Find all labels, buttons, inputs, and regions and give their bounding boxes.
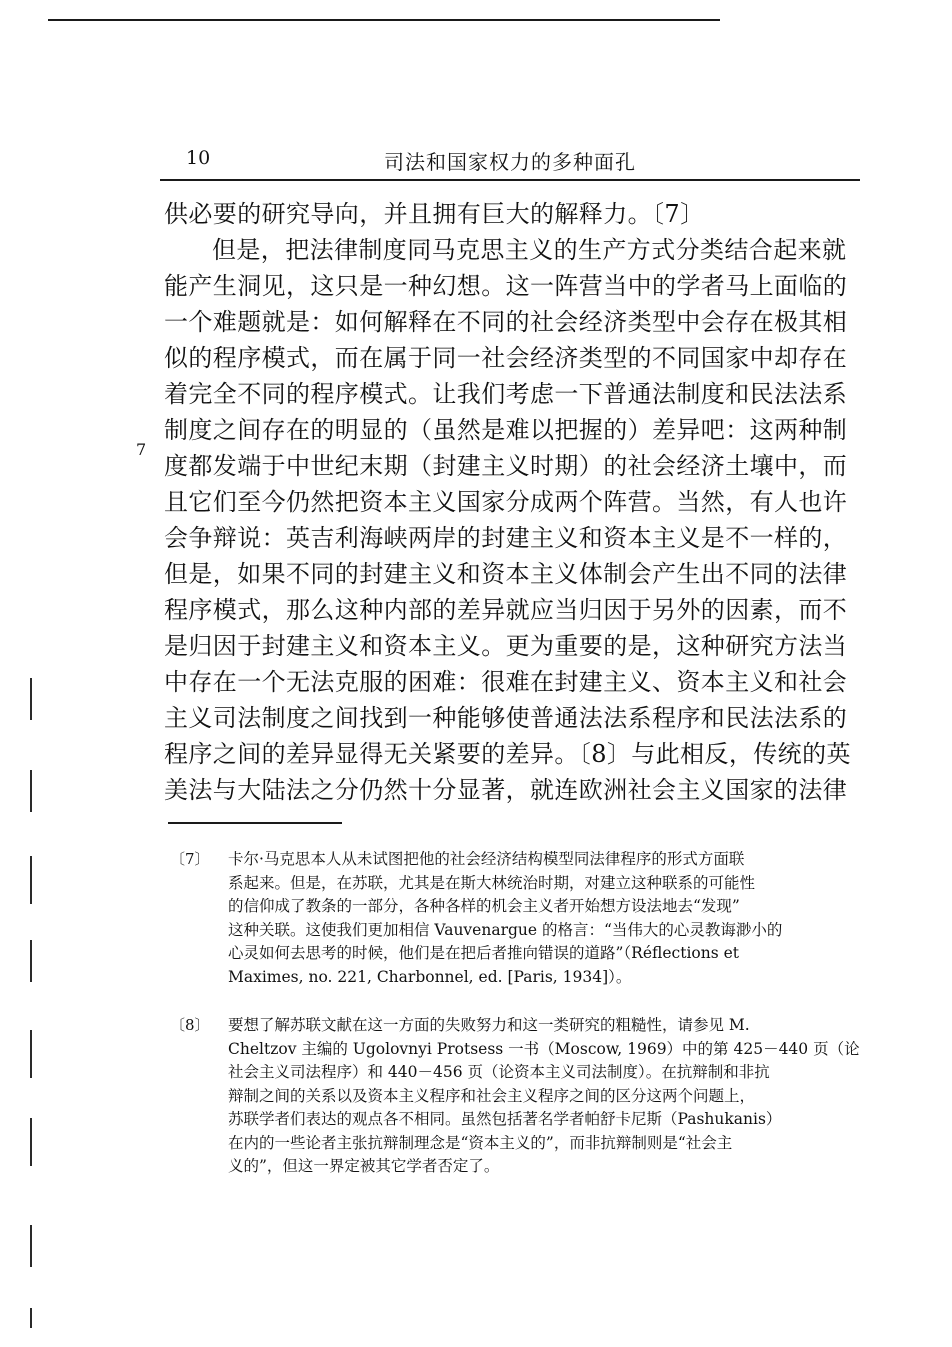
- footnote-line: 心灵如何去思考的时候，他们是在把后者推向错误的道路”（Réflections et: [228, 944, 739, 962]
- footnote-line: 卡尔·马克思本人从未试图把他的社会经济结构模型同法律程序的形式方面联: [228, 850, 745, 868]
- footnote-line: 辩制之间的关系以及资本主义程序和社会主义程序之间的区分这两个问题上，: [228, 1086, 756, 1105]
- scan-margin-mark: [30, 678, 32, 720]
- body-line: 程序之间的差异显得无关紧要的差异。〔8〕与此相反，传统的英: [164, 740, 851, 768]
- body-line: 程序模式，那么这种内部的差异就应当归因于另外的因素，而不: [164, 596, 848, 624]
- body-line: 着完全不同的程序模式。让我们考虑一下普通法制度和民法法系: [164, 380, 848, 408]
- footnote-marker: 〔7〕: [170, 850, 210, 868]
- body-line: 主义司法制度之间找到一种能够使普通法法系程序和民法法系的: [164, 704, 848, 732]
- scan-margin-mark: [30, 1030, 32, 1078]
- scan-margin-mark: [30, 770, 32, 812]
- footnote-marker: 〔8〕: [170, 1016, 210, 1034]
- margin-page-reference: 7: [136, 440, 147, 459]
- body-line: 似的程序模式，而在属于同一社会经济类型的不同国家中却存在: [164, 344, 848, 372]
- footnote-line: Cheltzov 主编的 Ugolovnyi Protsess 一书（Moscow, 1969）中的第 425－440 页（论: [228, 1039, 860, 1058]
- scan-margin-mark: [30, 1225, 32, 1267]
- footnote-line: 的信仰成了教条的一部分，各种各样的机会主义者开始想方设法地去“发现”: [228, 897, 740, 915]
- body-line: 中存在一个无法克服的困难：很难在封建主义、资本主义和社会: [164, 668, 848, 696]
- footnote-line: Maximes, no. 221, Charbonnel, ed. [Paris, 1934]）。: [228, 967, 632, 986]
- body-line: 度都发端于中世纪末期（封建主义时期）的社会经济土壤中，而: [164, 452, 848, 480]
- body-text: [164, 196, 864, 808]
- scan-margin-mark: [30, 1118, 32, 1166]
- page-number: 10: [186, 147, 211, 169]
- footnote-8: [170, 1014, 870, 1179]
- body-line: 会争辩说：英吉利海峡两岸的封建主义和资本主义是不一样的，: [164, 524, 848, 552]
- body-line: 供必要的研究导向，并且拥有巨大的解释力。〔7〕: [164, 200, 705, 228]
- body-line: 制度之间存在的明显的（虽然是难以把握的）差异吧：这两种制: [164, 416, 848, 444]
- header-rule: [160, 179, 860, 181]
- running-title: 司法和国家权力的多种面孔: [384, 150, 636, 174]
- body-line: 一个难题就是：如何解释在不同的社会经济类型中会存在极其相: [164, 308, 848, 336]
- body-line: 能产生洞见，这只是一种幻想。这一阵营当中的学者马上面临的: [164, 272, 848, 300]
- scan-margin-mark: [30, 940, 32, 982]
- footnote-line: 这种关联。这使我们更加相信 Vauvenargue 的格言：“当伟大的心灵教诲渺小的: [228, 920, 783, 939]
- footnote-line: 系起来。但是，在苏联，尤其是在斯大林统治时期，对建立这种联系的可能性: [228, 873, 756, 892]
- body-line: 且它们至今仍然把资本主义国家分成两个阵营。当然，有人也许: [164, 488, 848, 516]
- top-scan-rule: [48, 19, 720, 21]
- footnote-line: 要想了解苏联文献在这一方面的失败努力和这一类研究的粗糙性，请参见 M.: [228, 1016, 750, 1034]
- body-line: 但是，把法律制度同马克思主义的生产方式分类结合起来就: [212, 236, 847, 264]
- footnote-line: 苏联学者们表达的观点各不相同。虽然包括著名学者帕舒卡尼斯（Pashukanis）: [228, 1110, 782, 1128]
- footnote-line: 社会主义司法程序）和 440－456 页（论资本主义司法制度）。在抗辩制和非抗: [228, 1063, 770, 1081]
- footnote-line: 义的”，但这一界定被其它学者否定了。: [228, 1157, 500, 1175]
- scan-margin-mark: [30, 1308, 32, 1328]
- footnote-line: 在内的一些论者主张抗辩制理念是“资本主义的”，而非抗辩制则是“社会主: [228, 1133, 733, 1152]
- footnote-7: [170, 848, 870, 989]
- body-line: 是归因于封建主义和资本主义。更为重要的是，这种研究方法当: [164, 632, 848, 660]
- footnote-rule: [168, 822, 342, 824]
- body-line: 但是，如果不同的封建主义和资本主义体制会产生出不同的法律: [164, 560, 848, 588]
- body-line: 美法与大陆法之分仍然十分显著，就连欧洲社会主义国家的法律: [164, 776, 848, 804]
- scan-margin-mark: [30, 856, 32, 904]
